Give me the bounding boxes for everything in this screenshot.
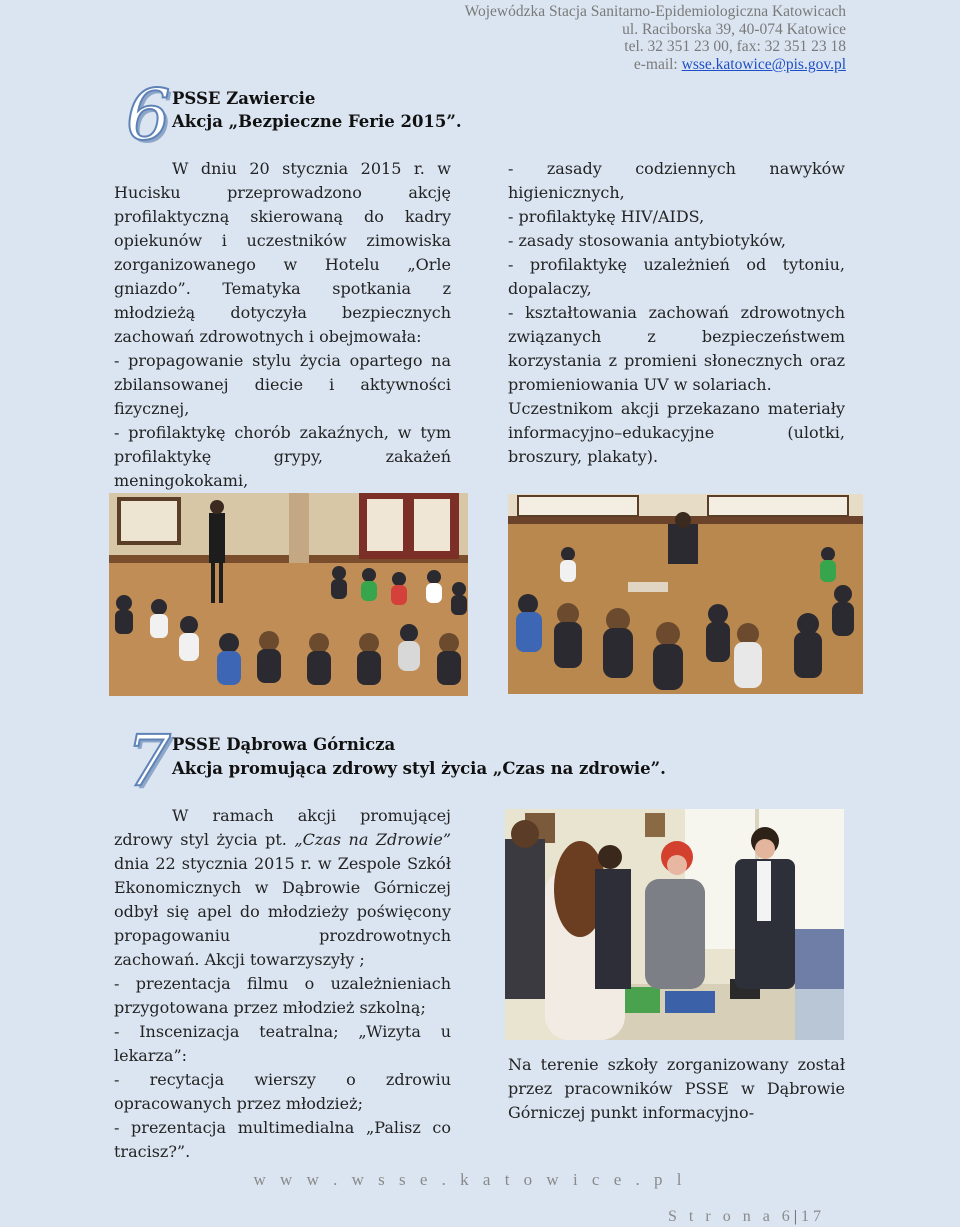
page-total: 17 [801, 1208, 825, 1225]
header-email-label: e-mail: [633, 56, 682, 74]
section7-intro-part-a: W ramach akcji promującej zdrowy styl życia pt. [114, 806, 451, 849]
section7-subtitle: Akcja promująca zdrowy styl życia „Czas na zdrowie”. [172, 759, 666, 778]
section6-list-item: - profilaktykę HIV/AIDS, [508, 207, 705, 226]
section6-list-item: - zasady codziennych nawyków higienicznych, [508, 159, 845, 202]
section6-list-item: - zasady stosowania antybiotyków, [508, 231, 786, 250]
section7-intro-paragraph [114, 804, 451, 972]
section6-list-item: - kształtowania zachowań zdrowotnych związanych z bezpieczeństwem korzystania z promieni słonecznych oraz promieniowania UV w solariach. [508, 303, 845, 394]
header-email-line [465, 56, 846, 74]
section6-subtitle: Akcja „Bezpieczne Ferie 2015”. [172, 112, 462, 131]
section6-list-item: - profilaktykę uzależnień od tytoniu, dopalaczy, [508, 255, 845, 298]
photo-workshop-hall-2 [508, 494, 863, 694]
section6-left-column [114, 157, 451, 493]
section6-intro-paragraph: W dniu 20 stycznia 2015 r. w Hucisku przeprowadzono akcję profilaktyczną skierowaną do kadry opiekunów i uczestników zimowiska zorganizowanego w Hotelu „Orle gniazdo”. Tematyka spotkania z młodzieżą dotyczyła bezpiecznych zachowań zdrowotnych i obejmowała: [114, 159, 451, 346]
section7-left-column [114, 804, 451, 1164]
photo-workshop-hall-1 [109, 493, 468, 696]
institution-header [465, 3, 846, 74]
photo-school-info-point [505, 809, 844, 1040]
section6-list-item: - propagowanie stylu życia opartego na zbilansowanej diecie i aktywności fizycznej, [114, 351, 451, 418]
header-address: ul. Raciborska 39, 40-074 Katowice [622, 20, 846, 38]
section6-closing-paragraph: Uczestnikom akcji przekazano materiały informacyjno–edukacyjne (ulotki, broszury, plakaty). [508, 399, 845, 466]
section-number-7: 7 [126, 720, 171, 802]
page-separator: | [793, 1208, 801, 1225]
section6-list-item: - profilaktykę chorób zakaźnych, w tym profilaktykę grypy, zakażeń meningokokami, [114, 423, 451, 490]
page-current: 6 [781, 1208, 794, 1225]
section7-right-paragraph: Na terenie szkoły zorganizowany został przez pracowników PSSE w Dąbrowie Górniczej punkt informacyjno- [508, 1055, 845, 1122]
section7-list-item: - prezentacja filmu o uzależnieniach przygotowana przez młodzież szkolną; [114, 974, 451, 1017]
section7-list-item: - recytacja wierszy o zdrowiu opracowanych przez młodzież; [114, 1070, 451, 1113]
section6-right-column [508, 157, 845, 469]
section7-title: PSSE Dąbrowa Górnicza [172, 735, 396, 754]
section-number-6: 6 [126, 74, 171, 156]
section7-intro-part-b: dnia 22 stycznia 2015 r. w Zespole Szkół Ekonomicznych w Dąbrowie Górniczej odbył się apel do młodzieży poświęcony propagowaniu prozdrowotnych zachowań. Akcji towarzyszyły ; [114, 854, 451, 969]
section6-title: PSSE Zawiercie [172, 89, 316, 108]
section7-list-item: - prezentacja multimedialna „Palisz co tracisz?”. [114, 1118, 451, 1161]
header-email-link[interactable]: wsse.katowice@pis.gov.pl [681, 56, 846, 74]
footer-website: w w w . w s s e . k a t o w i c e . p l [253, 1170, 687, 1189]
page-number [668, 1208, 825, 1226]
section7-campaign-name: „Czas na Zdrowie” [294, 830, 452, 849]
header-phone-fax: tel. 32 351 23 00, fax: 32 351 23 18 [624, 38, 846, 56]
page-label: S t r o n a [668, 1208, 774, 1225]
section7-list-item: - Inscenizacja teatralna; „Wizyta u lekarza”: [114, 1022, 451, 1065]
section7-right-column [508, 1053, 845, 1125]
header-institution-name: Wojewódzka Stacja Sanitarno-Epidemiologiczna Katowicach [464, 3, 846, 20]
